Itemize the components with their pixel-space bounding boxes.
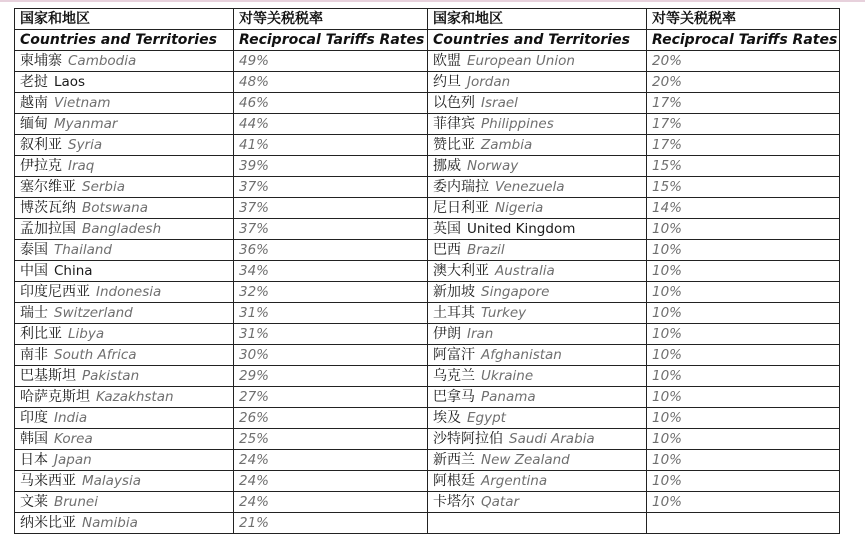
country-name-en: Iraq <box>68 158 95 174</box>
country-cell-left <box>15 135 234 156</box>
header-row-zh <box>15 9 840 30</box>
country-name-zh: 澳大利亚 <box>433 263 489 279</box>
country-cell-right <box>428 387 647 408</box>
tariff-rate-right: 10% <box>647 471 840 492</box>
country-name-en: Pakistan <box>82 368 140 384</box>
country-name-zh: 挪威 <box>433 158 461 174</box>
header-country-zh-left: 国家和地区 <box>15 9 234 30</box>
country-name-en: Thailand <box>54 242 112 258</box>
table-row <box>15 135 840 156</box>
country-name-zh: 欧盟 <box>433 53 461 69</box>
tariff-rate-right: 10% <box>647 324 840 345</box>
country-cell-right <box>428 261 647 282</box>
tariff-rate-right: 10% <box>647 303 840 324</box>
country-name-en: Australia <box>495 263 555 279</box>
country-cell-left <box>15 471 234 492</box>
tariff-rate-left: 29% <box>234 366 428 387</box>
country-cell-left <box>15 177 234 198</box>
country-name-en: Argentina <box>481 473 548 489</box>
country-name-en: Iran <box>467 326 494 342</box>
country-cell-left <box>15 219 234 240</box>
country-name-en: Libya <box>68 326 105 342</box>
table-row <box>15 492 840 513</box>
table-row <box>15 282 840 303</box>
tariff-rate-left: 24% <box>234 492 428 513</box>
country-name-en: Japan <box>54 452 92 468</box>
table-row <box>15 450 840 471</box>
country-name-en: New Zealand <box>481 452 570 468</box>
country-name-en: Qatar <box>481 494 520 510</box>
country-cell-left <box>15 282 234 303</box>
table-row <box>15 93 840 114</box>
tariff-table <box>14 8 840 534</box>
table-row <box>15 345 840 366</box>
tariff-rate-right: 14% <box>647 198 840 219</box>
table-row <box>15 261 840 282</box>
country-name-zh: 土耳其 <box>433 305 475 321</box>
country-name-zh: 印度尼西亚 <box>20 284 90 300</box>
country-name-zh: 伊拉克 <box>20 158 62 174</box>
tariff-rate-left: 24% <box>234 450 428 471</box>
country-name-zh: 埃及 <box>433 410 461 426</box>
tariff-rate-left: 37% <box>234 198 428 219</box>
country-name-en: Vietnam <box>54 95 111 111</box>
country-name-zh: 韩国 <box>20 431 48 447</box>
country-cell-right <box>428 114 647 135</box>
country-name-en: Nigeria <box>495 200 544 216</box>
tariff-rate-left: 30% <box>234 345 428 366</box>
tariff-rate-right: 10% <box>647 429 840 450</box>
country-cell-left <box>15 261 234 282</box>
tariff-rate-right: 17% <box>647 135 840 156</box>
tariff-rate-right <box>647 513 840 534</box>
country-name-en: Egypt <box>467 410 506 426</box>
tariff-rate-left: 49% <box>234 51 428 72</box>
tariff-rate-right: 10% <box>647 450 840 471</box>
country-cell-right <box>428 177 647 198</box>
table-row <box>15 177 840 198</box>
country-cell-right <box>428 324 647 345</box>
country-cell-right <box>428 51 647 72</box>
country-cell-left <box>15 513 234 534</box>
country-name-en: Syria <box>68 137 103 153</box>
country-cell-left <box>15 324 234 345</box>
tariff-rate-right: 10% <box>647 219 840 240</box>
country-cell-left <box>15 450 234 471</box>
country-name-zh: 博茨瓦纳 <box>20 200 76 216</box>
country-name-en: Bangladesh <box>82 221 162 237</box>
header-rate-zh-right: 对等关税税率 <box>647 9 840 30</box>
country-name-en: Zambia <box>481 137 533 153</box>
country-name-zh: 阿根廷 <box>433 473 475 489</box>
country-name-zh: 缅甸 <box>20 116 48 132</box>
country-cell-left <box>15 156 234 177</box>
country-name-en: Jordan <box>467 74 511 90</box>
country-name-en: Laos <box>54 74 86 90</box>
country-cell-left <box>15 303 234 324</box>
country-name-en: Afghanistan <box>481 347 562 363</box>
country-cell-left <box>15 429 234 450</box>
tariff-rate-right: 20% <box>647 72 840 93</box>
tariff-rate-left: 27% <box>234 387 428 408</box>
tariff-rate-left: 25% <box>234 429 428 450</box>
country-cell-right <box>428 135 647 156</box>
country-name-zh: 中国 <box>20 263 48 279</box>
country-name-en: Cambodia <box>68 53 137 69</box>
country-cell-left <box>15 387 234 408</box>
country-name-en: India <box>54 410 88 426</box>
country-cell-right <box>428 219 647 240</box>
header-rate-zh-left: 对等关税税率 <box>234 9 428 30</box>
country-cell-right <box>428 450 647 471</box>
tariff-rate-right: 15% <box>647 177 840 198</box>
country-name-en: Norway <box>467 158 519 174</box>
country-name-en: Serbia <box>82 179 126 195</box>
country-name-zh: 尼日利亚 <box>433 200 489 216</box>
table-row <box>15 51 840 72</box>
country-name-en: Venezuela <box>495 179 565 195</box>
country-name-zh: 老挝 <box>20 74 48 90</box>
tariff-rate-left: 46% <box>234 93 428 114</box>
country-name-zh: 巴西 <box>433 242 461 258</box>
tariff-rate-left: 32% <box>234 282 428 303</box>
country-name-zh: 孟加拉国 <box>20 221 76 237</box>
country-name-zh: 以色列 <box>433 95 475 111</box>
table-row <box>15 408 840 429</box>
country-name-zh: 卡塔尔 <box>433 494 475 510</box>
country-name-zh: 英国 <box>433 221 461 237</box>
country-name-en: Botswana <box>82 200 148 216</box>
tariff-rate-right: 10% <box>647 261 840 282</box>
table-row <box>15 303 840 324</box>
country-name-zh: 纳米比亚 <box>20 515 76 531</box>
country-cell-right <box>428 429 647 450</box>
country-name-en: Indonesia <box>96 284 162 300</box>
country-cell-left <box>15 114 234 135</box>
country-name-zh: 利比亚 <box>20 326 62 342</box>
header-country-en-right: Countries and Territories <box>428 30 647 51</box>
tariff-rate-left: 26% <box>234 408 428 429</box>
table-row <box>15 240 840 261</box>
country-cell-left <box>15 198 234 219</box>
country-name-zh: 印度 <box>20 410 48 426</box>
country-name-zh: 南非 <box>20 347 48 363</box>
country-name-en: Philippines <box>481 116 554 132</box>
country-name-en: Singapore <box>481 284 550 300</box>
tariff-rate-left: 34% <box>234 261 428 282</box>
country-cell-right <box>428 345 647 366</box>
country-cell-left <box>15 492 234 513</box>
country-name-zh: 塞尔维亚 <box>20 179 76 195</box>
table-body <box>15 51 840 534</box>
tariff-rate-left: 48% <box>234 72 428 93</box>
top-border-line <box>0 0 865 2</box>
country-name-en: Brazil <box>467 242 505 258</box>
country-name-zh: 文莱 <box>20 494 48 510</box>
country-name-zh: 乌克兰 <box>433 368 475 384</box>
country-name-zh: 叙利亚 <box>20 137 62 153</box>
tariff-rate-right: 15% <box>647 156 840 177</box>
country-cell-right <box>428 513 647 534</box>
tariff-rate-right: 10% <box>647 240 840 261</box>
table-row <box>15 219 840 240</box>
country-name-zh: 哈萨克斯坦 <box>20 389 90 405</box>
country-cell-right <box>428 282 647 303</box>
country-cell-right <box>428 366 647 387</box>
country-cell-right <box>428 72 647 93</box>
tariff-rate-right: 10% <box>647 408 840 429</box>
tariff-rate-left: 36% <box>234 240 428 261</box>
country-name-en: Brunei <box>54 494 98 510</box>
tariff-rate-right: 10% <box>647 345 840 366</box>
table-row <box>15 156 840 177</box>
country-name-en: Kazakhstan <box>96 389 174 405</box>
table-row <box>15 513 840 534</box>
country-cell-left <box>15 93 234 114</box>
country-cell-left <box>15 366 234 387</box>
country-name-en: Myanmar <box>54 116 118 132</box>
country-name-en: Malaysia <box>82 473 141 489</box>
country-name-en: Namibia <box>82 515 138 531</box>
country-name-zh: 巴基斯坦 <box>20 368 76 384</box>
tariff-rate-right: 17% <box>647 93 840 114</box>
country-name-zh: 巴拿马 <box>433 389 475 405</box>
tariff-rate-right: 10% <box>647 492 840 513</box>
header-country-en-left: Countries and Territories <box>15 30 234 51</box>
country-name-zh: 马来西亚 <box>20 473 76 489</box>
country-cell-right <box>428 198 647 219</box>
country-cell-left <box>15 240 234 261</box>
country-cell-right <box>428 303 647 324</box>
table-row <box>15 387 840 408</box>
country-cell-left <box>15 408 234 429</box>
country-cell-right <box>428 93 647 114</box>
tariff-rate-left: 31% <box>234 324 428 345</box>
country-name-en: South Africa <box>54 347 137 363</box>
tariff-rate-left: 21% <box>234 513 428 534</box>
country-name-en: Korea <box>54 431 93 447</box>
tariff-rate-left: 41% <box>234 135 428 156</box>
table-row <box>15 114 840 135</box>
country-name-en: Panama <box>481 389 536 405</box>
country-name-zh: 赞比亚 <box>433 137 475 153</box>
country-cell-right <box>428 492 647 513</box>
tariff-rate-left: 44% <box>234 114 428 135</box>
country-cell-right <box>428 471 647 492</box>
tariff-rate-right: 10% <box>647 387 840 408</box>
country-name-zh: 越南 <box>20 95 48 111</box>
tariff-rate-right: 10% <box>647 282 840 303</box>
country-cell-left <box>15 72 234 93</box>
header-country-zh-right: 国家和地区 <box>428 9 647 30</box>
tariff-rate-left: 31% <box>234 303 428 324</box>
country-name-en: Switzerland <box>54 305 133 321</box>
country-cell-left <box>15 51 234 72</box>
country-name-en: Turkey <box>481 305 527 321</box>
country-name-zh: 日本 <box>20 452 48 468</box>
country-name-zh: 阿富汗 <box>433 347 475 363</box>
country-name-zh: 柬埔寨 <box>20 53 62 69</box>
country-name-en: China <box>54 263 93 279</box>
country-cell-left <box>15 345 234 366</box>
tariff-rate-left: 37% <box>234 219 428 240</box>
header-row-en <box>15 30 840 51</box>
tariff-rate-right: 20% <box>647 51 840 72</box>
table-row <box>15 324 840 345</box>
tariff-rate-right: 17% <box>647 114 840 135</box>
country-name-en: European Union <box>467 53 575 69</box>
country-name-zh: 新西兰 <box>433 452 475 468</box>
country-cell-right <box>428 408 647 429</box>
country-cell-right <box>428 240 647 261</box>
country-name-zh: 伊朗 <box>433 326 461 342</box>
country-name-zh: 委内瑞拉 <box>433 179 489 195</box>
header-rate-en-left: Reciprocal Tariffs Rates <box>234 30 428 51</box>
tariff-rate-right: 10% <box>647 366 840 387</box>
country-name-zh: 约旦 <box>433 74 461 90</box>
country-cell-right <box>428 156 647 177</box>
country-name-en: Saudi Arabia <box>509 431 595 447</box>
country-name-zh: 泰国 <box>20 242 48 258</box>
table-row <box>15 471 840 492</box>
table-row <box>15 198 840 219</box>
country-name-zh: 沙特阿拉伯 <box>433 431 503 447</box>
country-name-en: Israel <box>481 95 518 111</box>
tariff-rate-left: 37% <box>234 177 428 198</box>
table-row <box>15 366 840 387</box>
country-name-zh: 菲律宾 <box>433 116 475 132</box>
country-name-en: Ukraine <box>481 368 534 384</box>
country-name-en: United Kingdom <box>467 221 576 237</box>
header-rate-en-right: Reciprocal Tariffs Rates <box>647 30 840 51</box>
country-name-zh: 瑞士 <box>20 305 48 321</box>
tariff-table-container <box>14 8 840 534</box>
table-row <box>15 429 840 450</box>
tariff-rate-left: 39% <box>234 156 428 177</box>
tariff-rate-left: 24% <box>234 471 428 492</box>
table-row <box>15 72 840 93</box>
country-name-zh: 新加坡 <box>433 284 475 300</box>
